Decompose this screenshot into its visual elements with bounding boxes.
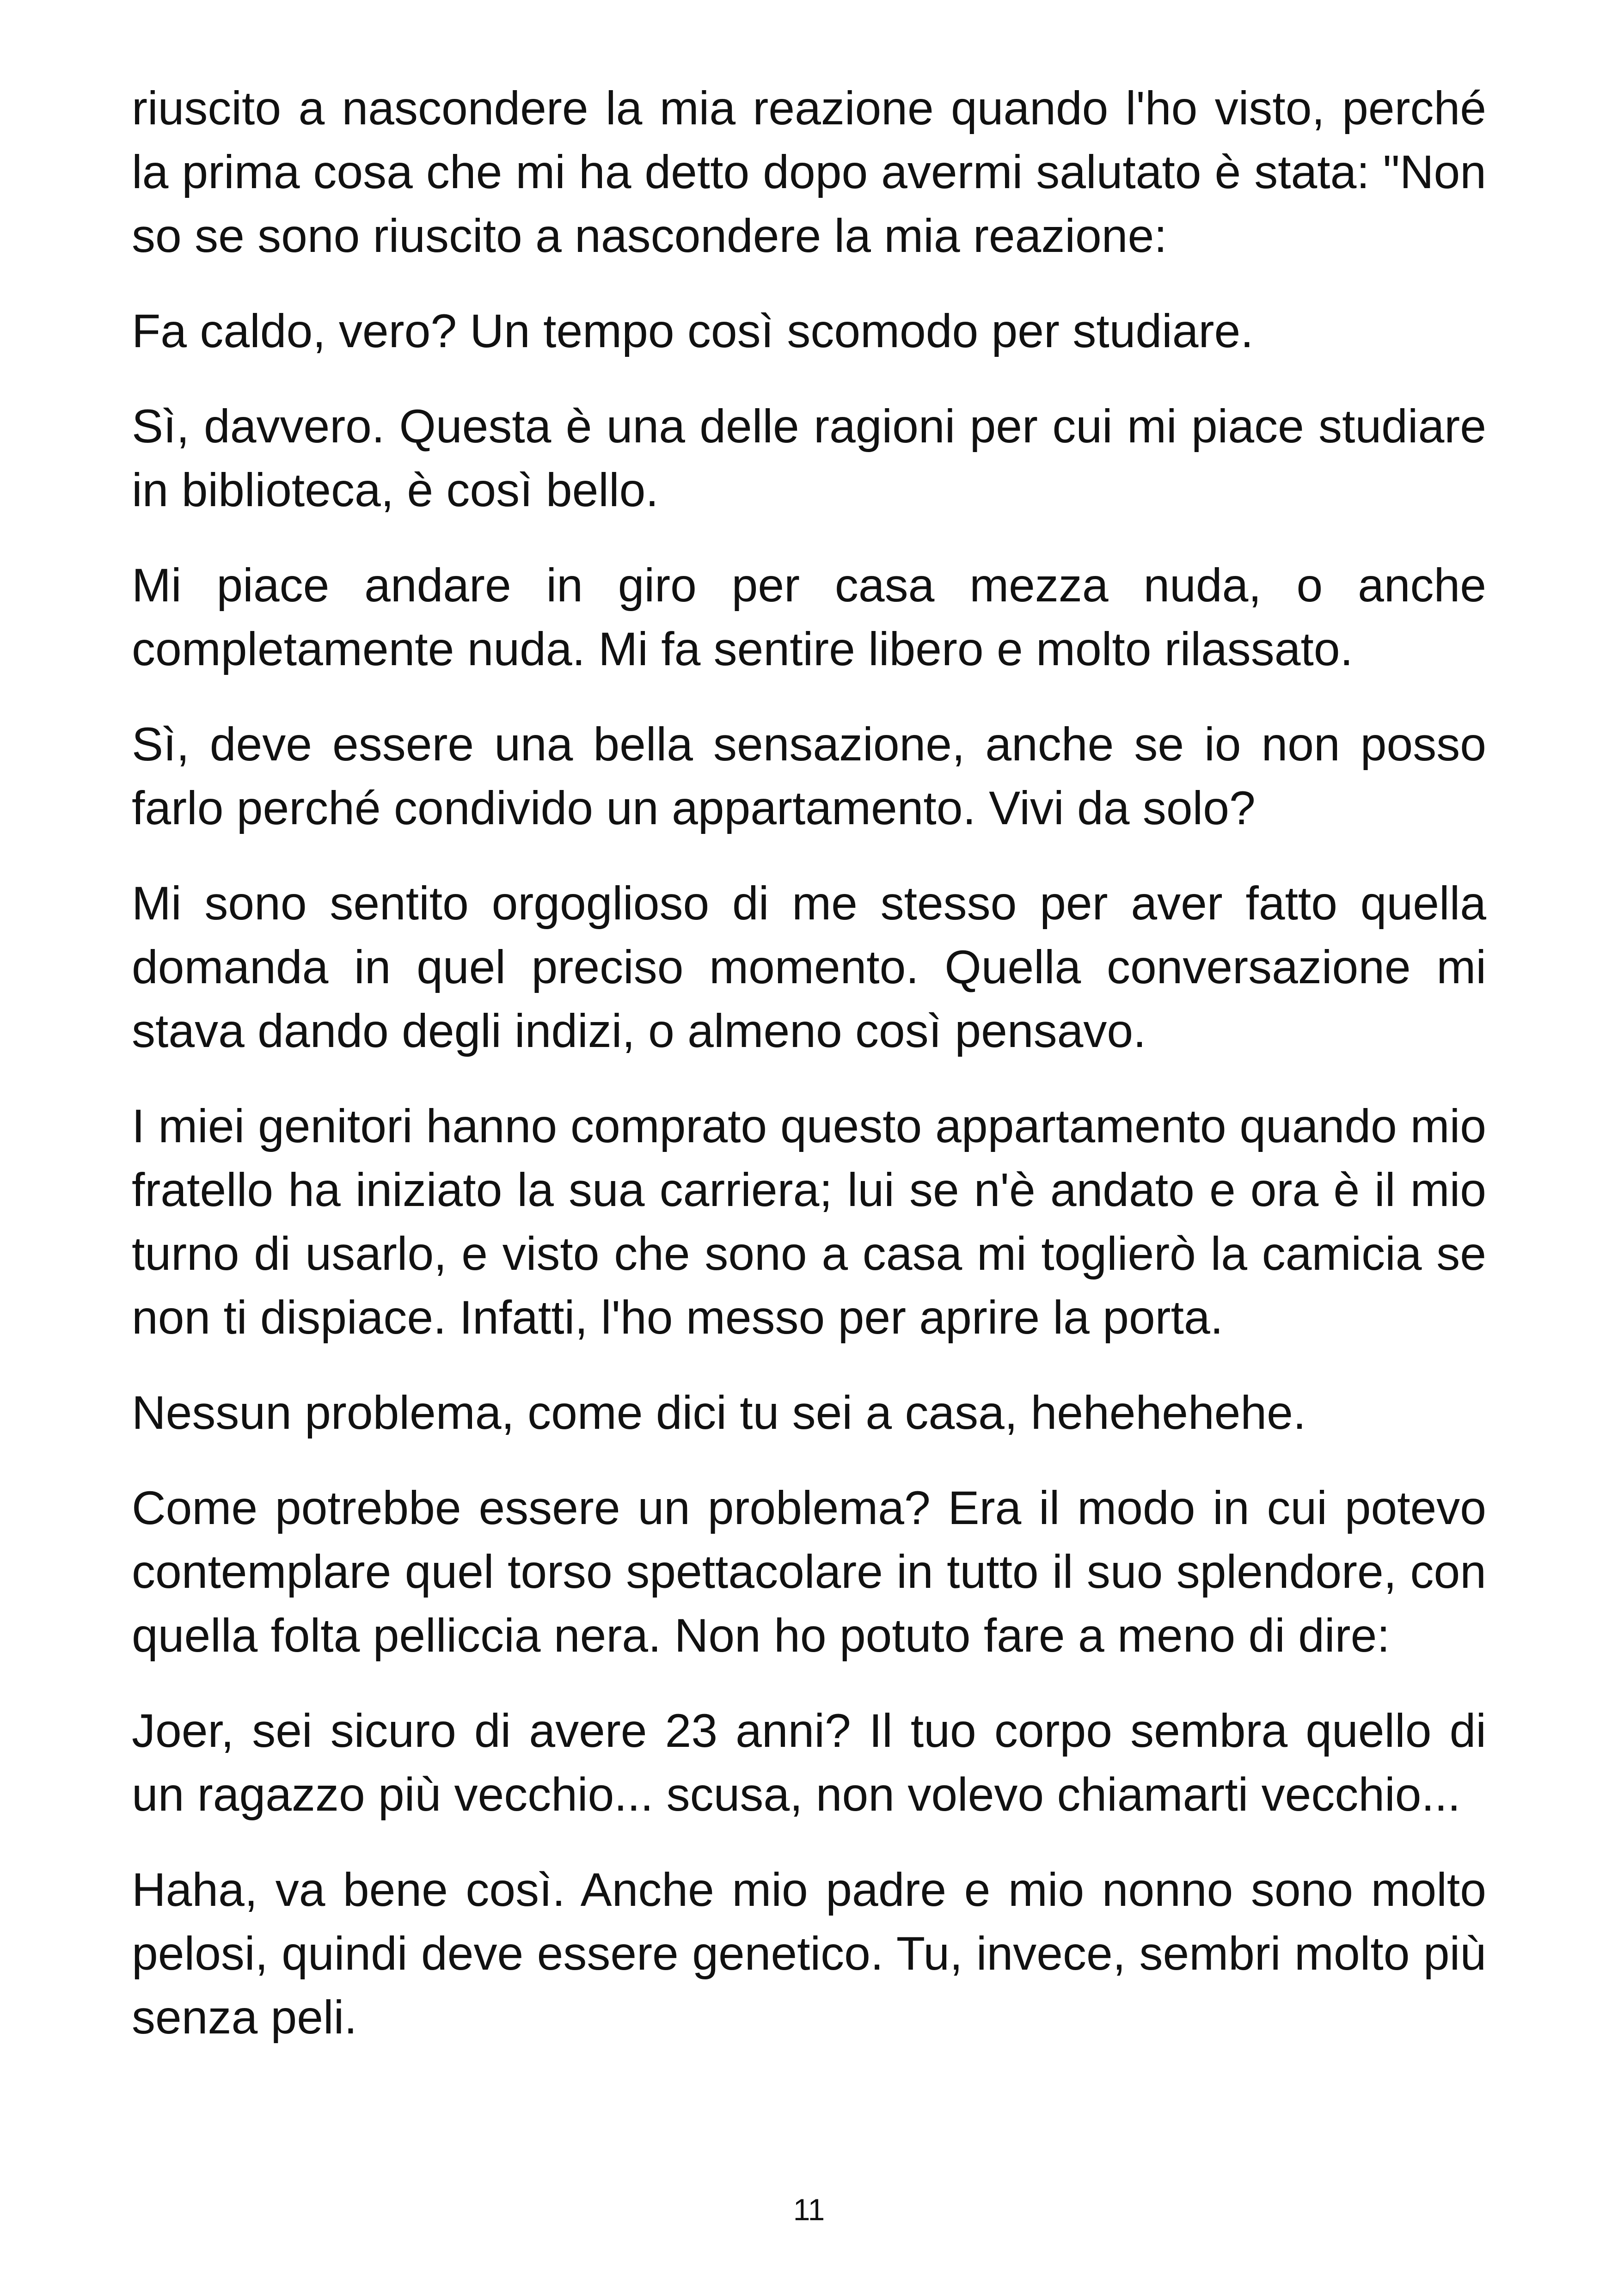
paragraph: Fa caldo, vero? Un tempo così scomodo per studiare. (132, 305, 1254, 357)
paragraph: Mi sono sentito orgoglioso di me stesso per aver fatto quella domanda in quel preciso momento. Quella conversazione mi stava dando degli indizi, o almeno così pensavo. (132, 877, 1486, 1057)
body-text (132, 76, 1486, 2081)
paragraph: Joer, sei sicuro di avere 23 anni? Il tuo corpo sembra quello di un ragazzo più vecchio... scusa, non volevo chiamarti vecchio... (132, 1704, 1486, 1821)
paragraph: Haha, va bene così. Anche mio padre e mio nonno sono molto pelosi, quindi deve essere genetico. Tu, invece, sembri molto più senza peli. (132, 1863, 1486, 2044)
paragraph: Sì, deve essere una bella sensazione, anche se io non posso farlo perché condivido un appartamento. Vivi da solo? (132, 718, 1486, 834)
page-number: 11 (793, 2192, 825, 2227)
paragraph: Mi piace andare in giro per casa mezza nuda, o anche completamente nuda. Mi fa sentire libero e molto rilassato. (132, 559, 1486, 675)
paragraph: Sì, davvero. Questa è una delle ragioni per cui mi piace studiare in biblioteca, è così bello. (132, 400, 1486, 516)
paragraph: riuscito a nascondere la mia reazione quando l'ho visto, perché la prima cosa che mi ha detto dopo avermi salutato è stata: "Non so se sono riuscito a nascondere la mia reazione: (132, 82, 1486, 262)
paragraph: I miei genitori hanno comprato questo appartamento quando mio fratello ha iniziato la sua carriera; lui se n'è andato e ora è il mio turno di usarlo, e visto che sono a casa mi toglierò la camicia se non ti dispiace. Infatti, l'ho messo per aprire la porta. (132, 1100, 1486, 1344)
paragraph: Come potrebbe essere un problema? Era il modo in cui potevo contemplare quel torso spettacolare in tutto il suo splendore, con quella folta pelliccia nera. Non ho potuto fare a meno di dire: (132, 1482, 1486, 1662)
paragraph: Nessun problema, come dici tu sei a casa, hehehehehe. (132, 1386, 1306, 1439)
